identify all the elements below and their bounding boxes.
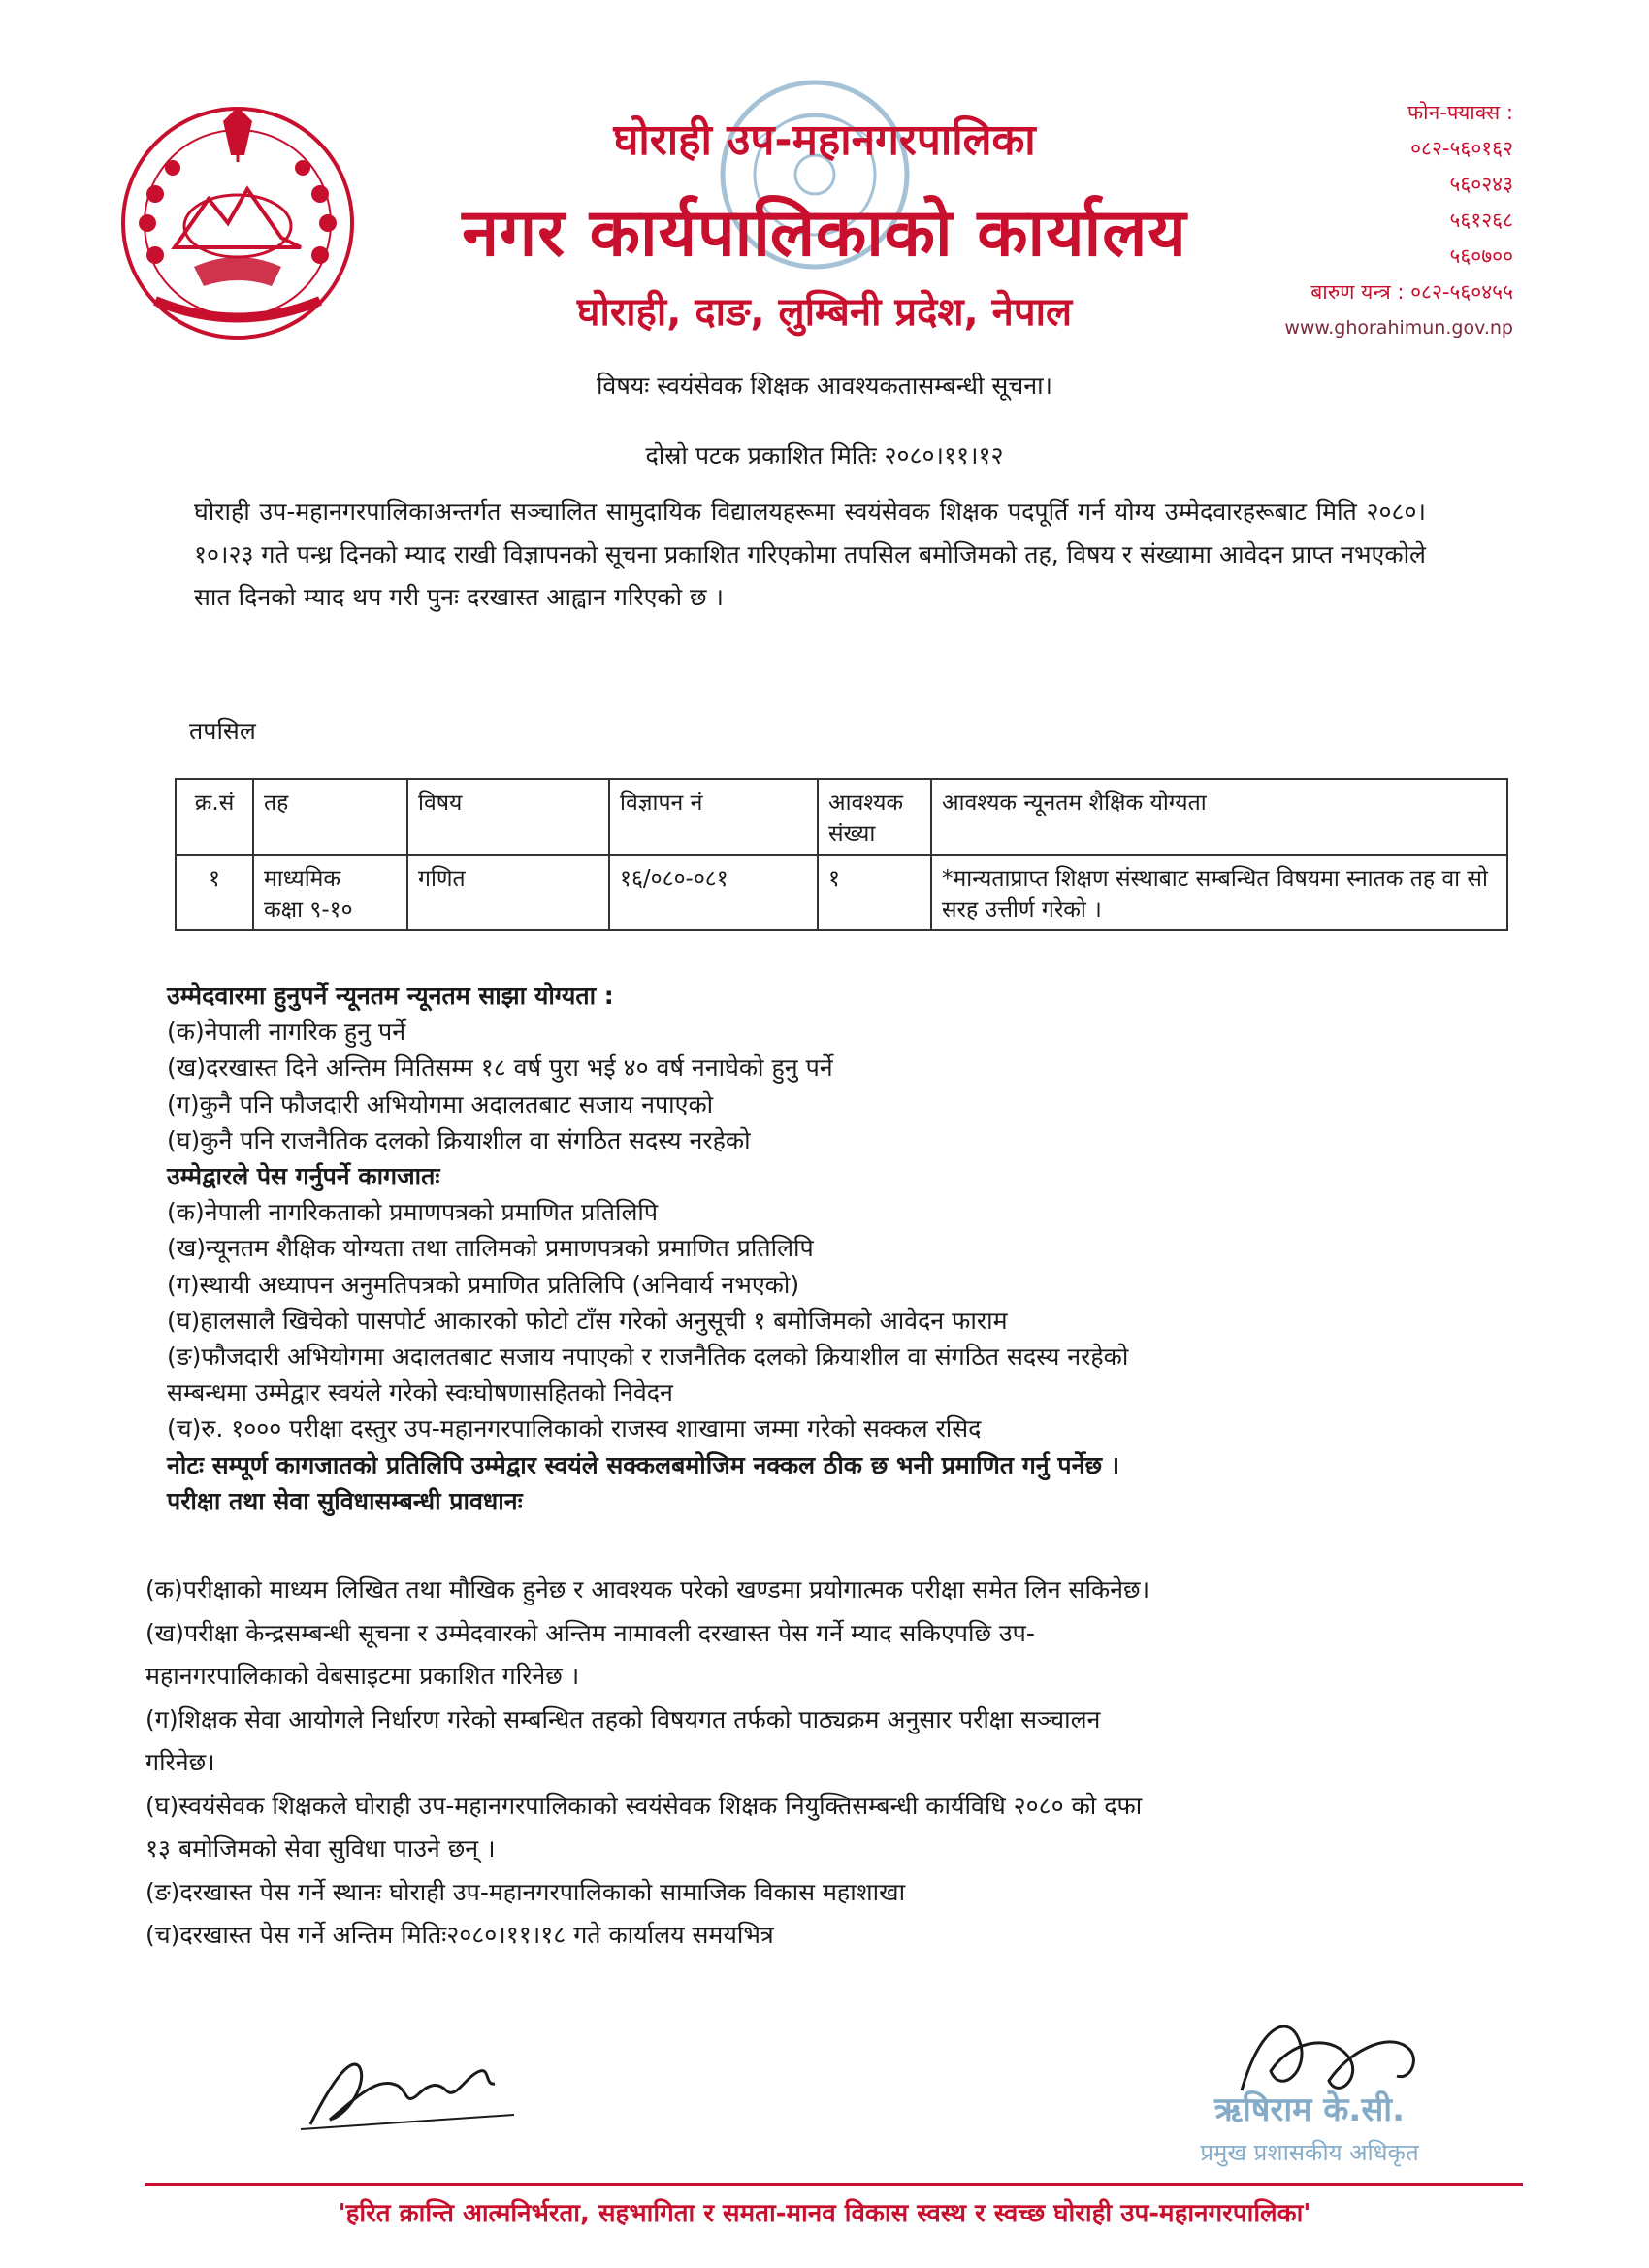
list-item: गरिनेछ। (146, 1748, 215, 1776)
phone-number: ५६०२४३ (1449, 173, 1513, 196)
list-item: (ख)न्यूनतम शैक्षिक योग्यता तथा तालिमको प्रमाणपत्रको प्रमाणित प्रतिलिपि (167, 1234, 814, 1263)
cell-count: १ (818, 855, 931, 930)
signatory-name: ऋषिराम के.सी. (1213, 2090, 1406, 2129)
documents-heading: उम्मेद्वारले पेस गर्नुपर्ने कागजातः (167, 1162, 440, 1191)
list-item: (ङ)फौजदारी अभियोगमा अदालतबाट सजाय नपाएको र राजनैतिक दलको क्रियाशील वा संगठित सदस्य नरहेको (167, 1343, 1129, 1372)
requirements-section (167, 978, 1379, 1519)
cell-level-line2: कक्षा ९-१० (264, 897, 353, 923)
list-item: (ग)शिक्षक सेवा आयोगले निर्धारण गरेको सम्बन्धित तहको विषयगत तर्फको पाठ्यक्रम अनुसार परीक्षा सञ्चालन (146, 1704, 1101, 1733)
list-item: (क)परीक्षाको माध्यम लिखित तथा मौखिक हुनेछ र आवश्यक परेको खण्डमा प्रयोगात्मक परीक्षा समेत लिन सकिनेछ। (146, 1575, 1150, 1604)
fire-engine-number: बारुण यन्त्र : ०८२-५६०४५५ (1310, 280, 1513, 304)
signatory-title: प्रमुख प्रशासकीय अधिकृत (1200, 2139, 1419, 2166)
cell-level-line1: माध्यमिक (264, 866, 341, 891)
footer-slogan: 'हरित क्रान्ति आत्मनिर्भरता, सहभागिता र समता-मानव विकास स्वस्थ र स्वच्छ घोराही उप-महानगरपालिका' (338, 2199, 1311, 2228)
notice-paragraph: घोराही उप-महानगरपालिकाअन्तर्गत सञ्चालित सामुदायिक विद्यालयहरूमा स्वयंसेवक शिक्षक पदपूर्ति गर्न योग्य उम्मेदवारहरूबाट मिति २०८०।१०।२३ गते पन्ध्र दिनको म्याद राखी विज्ञापनको सूचना प्रकाशित गरिएकोमा तपसिल बमोजिमको तह, विषय र संख्यामा आवेदन प्राप्त नभएकोले सात दिनको म्याद थप गरी पुनः दरखास्त आह्वान गरिएको छ । (194, 498, 1426, 611)
list-item: (घ)स्वयंसेवक शिक्षकले घोराही उप-महानगरपालिकाको स्वयंसेवक शिक्षक नियुक्तिसम्बन्धी कार्यविधि २०८० को दफा (146, 1791, 1143, 1820)
documents-note: नोटः सम्पूर्ण कागजातको प्रतिलिपि उम्मेद्वार स्वयंले सक्कलबमोजिम नक्कल ठीक छ भनी प्रमाणित गर्नु पर्नेछ । (167, 1450, 1120, 1479)
details-label: तपसिल (189, 717, 256, 745)
list-item: (घ)कुनै पनि राजनैतिक दलको क्रियाशील वा संगठित सदस्य नरहेको (167, 1125, 751, 1154)
list-item: (क)नेपाली नागरिक हुनु पर्ने (167, 1018, 406, 1047)
col-header-subject: विषय (407, 779, 609, 855)
cell-sn: १ (176, 855, 253, 930)
col-header-qualification: आवश्यक न्यूनतम शैक्षिक योग्यता (931, 779, 1507, 855)
list-item: (च)रु. १००० परीक्षा दस्तुर उप-महानगरपालिकाको राजस्व शाखामा जम्मा गरेको सक्कल रसिद (167, 1414, 982, 1443)
cell-qualification: *मान्यताप्राप्त शिक्षण संस्थाबाट सम्बन्धित विषयमा स्नातक तह वा सो सरह उत्तीर्ण गरेको । (931, 855, 1507, 930)
publish-date: दोस्रो पटक प्रकाशित मितिः २०८०।११।१२ (645, 441, 1004, 470)
col-header-count: आवश्यक संख्या (818, 779, 931, 855)
phone-number: ५६०७०० (1449, 244, 1513, 268)
exam-provisions (146, 1569, 1406, 1958)
list-item: (ङ)दरखास्त पेस गर्ने स्थानः घोराही उप-महानगरपालिकाको सामाजिक विकास महाशाखा (146, 1877, 906, 1906)
phone-fax-label: फोन-फ्याक्स : (1406, 101, 1513, 124)
list-item: (ख)दरखास्त दिने अन्तिम मितिसम्म १८ वर्ष पुरा भई ४० वर्ष ननाघेको हुनु पर्ने (167, 1053, 833, 1083)
col-header-sn: क्र.सं (176, 779, 253, 855)
signature-left (291, 2027, 524, 2144)
table-header-row (176, 779, 1507, 855)
phone-number: ५६१२६८ (1449, 209, 1513, 232)
list-item: सम्बन्धमा उम्मेद्वार स्वयंले गरेको स्वःघोषणासहितको निवेदन (167, 1378, 673, 1408)
list-item: (क)नेपाली नागरिकताको प्रमाणपत्रको प्रमाणित प्रतिलिपि (167, 1198, 659, 1227)
list-item: १३ बमोजिमको सेवा सुविधा पाउने छन् । (146, 1834, 496, 1863)
list-item: (च)दरखास्त पेस गर्ने अन्तिम मितिः२०८०।११।१८ गते कार्यालय समयभित्र (146, 1921, 774, 1949)
cell-ad-no: १६/०८०-०८१ (609, 855, 818, 930)
phone-number: ०८२-५६०१६२ (1410, 137, 1513, 160)
cell-subject: गणित (407, 855, 609, 930)
col-header-ad-no: विज्ञापन नं (609, 779, 818, 855)
eligibility-heading: उम्मेदवारमा हुनुपर्ने न्यूनतम न्यूनतम साझा योग्यता : (167, 982, 614, 1010)
list-item: महानगरपालिकाको वेबसाइटमा प्रकाशित गरिनेछ । (146, 1662, 580, 1690)
list-item: (ख)परीक्षा केन्द्रसम्बन्धी सूचना र उम्मेदवारको अन्तिम नामावली दरखास्त पेस गर्ने म्याद सकिएपछि उप- (146, 1618, 1035, 1647)
footer-divider (146, 2183, 1523, 2186)
col-header-level: तह (253, 779, 407, 855)
list-item: (ग)स्थायी अध्यापन अनुमतिपत्रको प्रमाणित प्रतिलिपि (अनिवार्य नभएको) (167, 1270, 800, 1299)
website-link[interactable]: www.ghorahimun.gov.np (1284, 317, 1513, 339)
notice-subject: विषयः स्वयंसेवक शिक्षक आवश्यकतासम्बन्धी सूचना। (596, 372, 1053, 400)
contact-block (1232, 95, 1513, 346)
list-item: (घ)हालसालै खिचेको पासपोर्ट आकारको फोटो टाँस गरेको अनुसूची १ बमोजिमको आवेदन फाराम (167, 1306, 1008, 1335)
cell-level (253, 855, 407, 930)
exam-heading: परीक्षा तथा सेवा सुविधासम्बन्धी प्रावधानः (167, 1486, 523, 1515)
list-item: (ग)कुनै पनि फौजदारी अभियोगमा अदालतबाट सजाय नपाएको (167, 1089, 714, 1118)
table-row (176, 855, 1507, 930)
office-address: घोराही, दाङ, लुम्बिनी प्रदेश, नेपाल (576, 290, 1073, 335)
vacancy-table (175, 778, 1508, 931)
municipality-name: घोराही उप-महानगरपालिका (613, 115, 1036, 165)
office-title: नगर कार्यपालिकाको कार्यालय (462, 195, 1187, 272)
